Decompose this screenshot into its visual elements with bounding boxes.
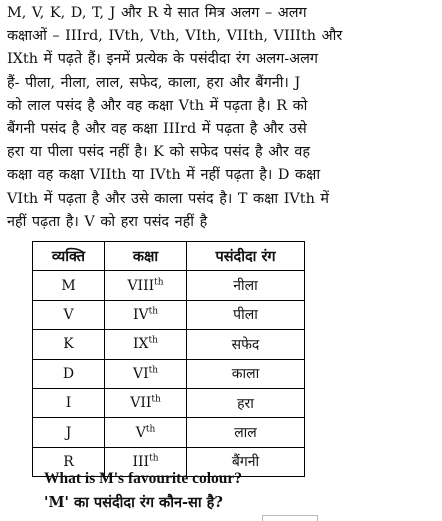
cell-colour: काला (187, 359, 305, 388)
passage-line: हैं- पीला, नीला, लाल, सफेद, काला, हरा और बैंगनी। J (7, 74, 301, 91)
cell-class: VIIIth (105, 271, 187, 300)
passage-line: हरा या पीला पसंद नहीं है। K को सफेद पसंद है और वह (7, 144, 311, 161)
cell-colour: नीला (187, 271, 305, 300)
cell-class: Vth (105, 418, 187, 447)
table-row (33, 388, 305, 417)
header-person: व्यक्ति (33, 242, 105, 271)
passage-line: VIth में पढ़ता है और उसे काला पसंद है। T कक्षा IVth में (7, 190, 330, 207)
cell-class: IXth (105, 330, 187, 359)
answer-box[interactable] (262, 515, 318, 521)
cell-person: D (33, 359, 105, 388)
cell-person: V (33, 300, 105, 329)
cell-person: J (33, 418, 105, 447)
passage-line: नहीं पढ़ता है। V को हरा पसंद नहीं है (7, 213, 208, 230)
passage-line: बैंगनी पसंद है और वह कक्षा IIIrd में पढ़ता है और उसे (7, 121, 307, 138)
solution-table (32, 241, 305, 477)
question-hindi: 'M' का पसंदीदा रंग कौन-सा है? (44, 494, 223, 511)
cell-colour: हरा (187, 388, 305, 417)
cell-colour: सफेद (187, 330, 305, 359)
cell-colour: बैंगनी (187, 447, 305, 476)
cell-person: M (33, 271, 105, 300)
cell-person: R (33, 447, 105, 476)
cell-colour: पीला (187, 300, 305, 329)
question-english: What is M's favourite colour? (44, 470, 243, 487)
passage (7, 2, 437, 234)
cell-colour: लाल (187, 418, 305, 447)
passage-line: कक्षा वह कक्षा VIIth या IVth में नहीं पढ़ता है। D कक्षा (7, 167, 321, 184)
passage-line: कक्षाओं – IIIrd, IVth, Vth, VIth, VIIth, VIIIth और (7, 28, 343, 45)
passage-text (7, 2, 437, 234)
cell-class: VIIth (105, 388, 187, 417)
cell-person: K (33, 330, 105, 359)
table-row (33, 330, 305, 359)
passage-line: IXth में पढ़ते हैं। इनमें प्रत्येक के पसंदीदा रंग अलग-अलग (7, 51, 318, 68)
table-row (33, 418, 305, 447)
table-row (33, 359, 305, 388)
cell-class: IVth (105, 300, 187, 329)
cell-person: I (33, 388, 105, 417)
cell-class: VIth (105, 359, 187, 388)
passage-line: M, V, K, D, T, J और R ये सात मित्र अलग – अलग (7, 5, 307, 21)
header-class: कक्षा (105, 242, 187, 271)
header-colour: पसंदीदा रंग (187, 242, 305, 271)
passage-line: को लाल पसंद है और वह कक्षा Vth में पढ़ता है। R को (7, 97, 308, 114)
cell-class: IIIth (105, 447, 187, 476)
table-row (33, 300, 305, 329)
table-row (33, 271, 305, 300)
table-header-row (33, 242, 305, 271)
